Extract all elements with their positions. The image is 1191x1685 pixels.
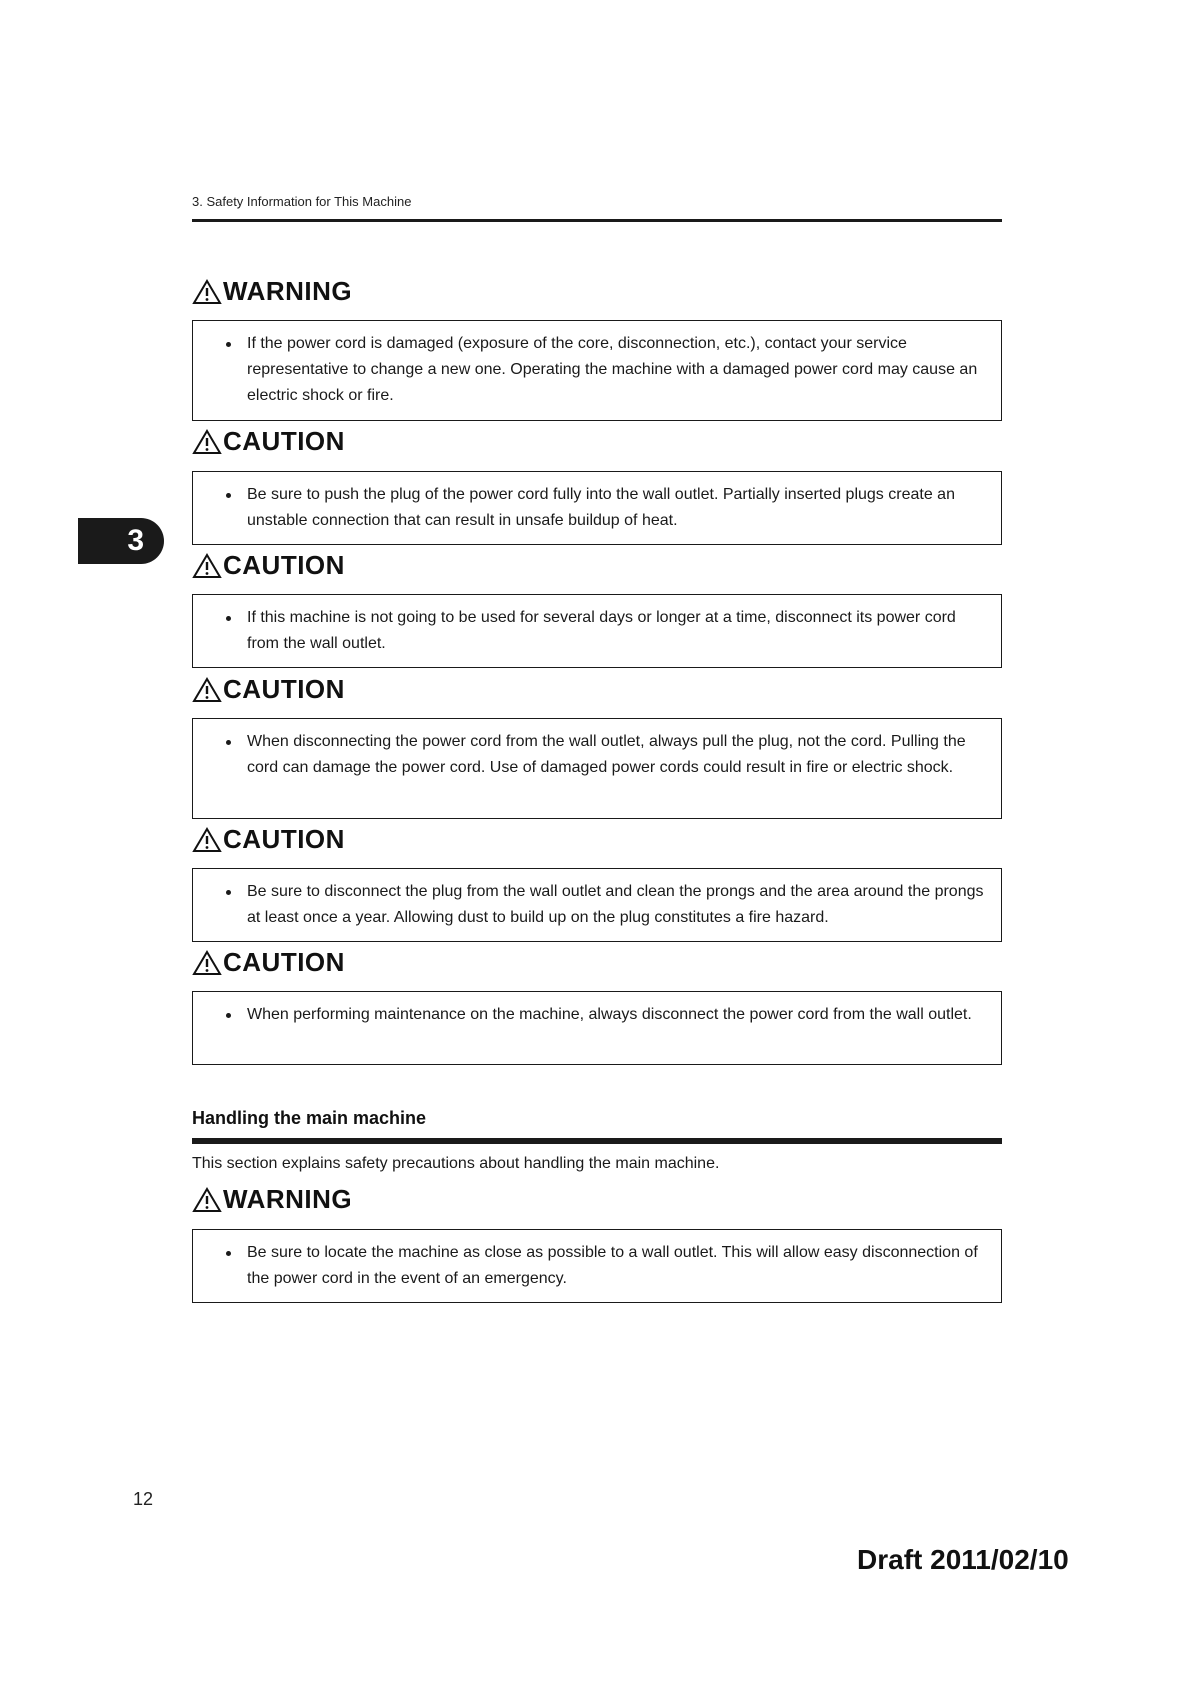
heading-label: CAUTION xyxy=(223,426,345,456)
notice-box xyxy=(192,320,1002,421)
caution-heading xyxy=(192,674,345,705)
heading-label: CAUTION xyxy=(223,947,345,977)
notice-text: Be sure to push the plug of the power cord fully into the wall outlet. Partially inserted plugs create an unstable connection that can result in unsafe buildup of heat. xyxy=(247,486,955,529)
bullet-icon xyxy=(226,1013,231,1018)
chapter-tab xyxy=(78,518,164,564)
notice-text: When performing maintenance on the machine, always disconnect the power cord from the wall outlet. xyxy=(247,1006,972,1023)
notice-box xyxy=(192,594,1002,668)
notice-box xyxy=(192,1229,1002,1303)
warning-triangle-icon xyxy=(192,553,222,579)
caution-heading xyxy=(192,426,345,457)
chapter-number: 3 xyxy=(127,524,144,557)
page-number: 12 xyxy=(133,1489,154,1509)
notice-text: If this machine is not going to be used for several days or longer at a time, disconnect its power cord from the wall outlet. xyxy=(247,609,956,652)
notice-text: When disconnecting the power cord from the wall outlet, always pull the plug, not the cord. Pulling the cord can damage the power cord. Use of damaged power cords could result in fire or electric shock. xyxy=(247,733,966,776)
section-rule xyxy=(192,1138,1002,1144)
warning-heading xyxy=(192,1184,352,1215)
bullet-icon xyxy=(226,616,231,621)
heading-label: WARNING xyxy=(223,1184,353,1214)
bullet-icon xyxy=(226,890,231,895)
warning-triangle-icon xyxy=(192,827,222,853)
caution-heading xyxy=(192,550,345,581)
warning-triangle-icon xyxy=(192,950,222,976)
bullet-icon xyxy=(226,1251,231,1256)
notice-box xyxy=(192,991,1002,1065)
bullet-icon xyxy=(226,342,231,347)
notice-text: Be sure to disconnect the plug from the wall outlet and clean the prongs and the area around the prongs at least once a year. Allowing dust to build up on the plug constitutes a fire hazard. xyxy=(247,883,984,926)
section-title: Handling the main machine xyxy=(192,1108,427,1128)
running-header: 3. Safety Information for This Machine xyxy=(192,194,412,209)
notice-text: If the power cord is damaged (exposure of the core, disconnection, etc.), contact your service representative to change a new one. Operating the machine with a damaged power cord may cause an electric shock or fire. xyxy=(247,335,978,404)
caution-heading xyxy=(192,947,345,978)
warning-triangle-icon xyxy=(192,429,222,455)
heading-label: WARNING xyxy=(223,276,353,306)
warning-heading xyxy=(192,276,352,307)
heading-label: CAUTION xyxy=(223,674,345,704)
caution-heading xyxy=(192,824,345,855)
heading-label: CAUTION xyxy=(223,824,345,854)
warning-triangle-icon xyxy=(192,677,222,703)
heading-label: CAUTION xyxy=(223,550,345,580)
header-rule xyxy=(192,219,1002,222)
section-intro: This section explains safety precautions about handling the main machine. xyxy=(192,1155,720,1172)
warning-triangle-icon xyxy=(192,1187,222,1213)
notice-box xyxy=(192,868,1002,942)
notice-text: Be sure to locate the machine as close as possible to a wall outlet. This will allow easy disconnection of the power cord in the event of an emergency. xyxy=(247,1244,978,1287)
bullet-icon xyxy=(226,740,231,745)
draft-stamp: Draft 2011/02/10 xyxy=(857,1544,1069,1575)
warning-triangle-icon xyxy=(192,279,222,305)
notice-box xyxy=(192,471,1002,545)
bullet-icon xyxy=(226,493,231,498)
notice-box xyxy=(192,718,1002,819)
